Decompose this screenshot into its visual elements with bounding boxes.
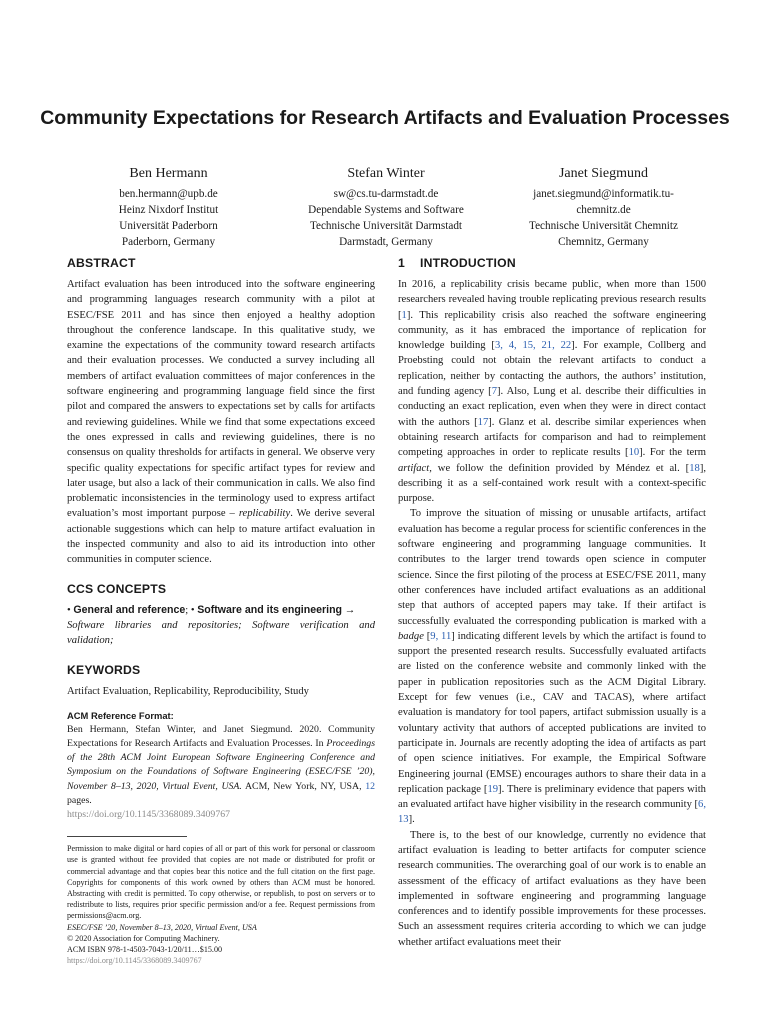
author-1 [66, 164, 271, 250]
author-location: Darmstadt, Germany [339, 236, 433, 248]
author-affiliation: Dependable Systems and Software [308, 204, 464, 216]
author-location: Paderborn, Germany [121, 236, 216, 248]
intro-paragraph-2: To improve the situation of missing or unusable artifacts, artifact evaluation has become a regular process for scientific conferences in the software engineering and programming language communities. It contributes to the larger trend towards open science in computer science. Since the first piloting of the process at ESEC/FSE 2011, many other conferences have included artifact evaluations as an additional step that authors of accepted papers may take. If their artifact is successfully evaluated the corresponding publication is marked with a badge [9, 11] indicating different levels by which the artifact is found to support the presented research results. Successfully evaluated artifacts are listed on the conference website and commonly linked with the paper in publication repositories such as the ACM Digital Library. Except for few venues (i.e., CAV and TACAS), where artifact evaluation is mandatory for tool papers, artifact submission usually is a voluntary activity that authors of accepted publications are invited to participate in. Journals are recently adopting the idea of artifacts as part of open science initiatives. For example, the Empirical Software Engineering journal (EMSE) encourages authors to share their data in a replication package [19]. There is preliminary evidence that papers with an evaluated artifact have higher visibility in the research community [6, 13]. [398, 508, 706, 826]
author-affiliation: Technische Universität Chemnitz [529, 220, 678, 232]
author-email: sw@cs.tu-darmstadt.de [333, 188, 439, 200]
doi-link[interactable]: https://doi.org/10.1145/3368089.3409767 [67, 809, 231, 821]
author-block [66, 164, 706, 250]
ccs-section [67, 582, 375, 649]
keywords-heading: KEYWORDS [67, 662, 141, 677]
abstract-heading: ABSTRACT [67, 256, 136, 270]
citation-link[interactable]: 1 [401, 309, 407, 321]
author-location: Chemnitz, Germany [558, 236, 649, 248]
citation-link[interactable]: 17 [477, 416, 489, 428]
citation-link[interactable]: 7 [491, 386, 497, 398]
paper-title: Community Expectations for Research Artifacts and Evaluation Processes [40, 107, 730, 129]
intro-paragraph-3: There is, to the best of our knowledge, currently no evidence that artifact evaluation is leading to better artifacts for computer science research communities. The overarching goal of our work is to enable an assessment of the efficacy of artifact evaluations as they have been implemented in software engineering and programming language conferences and to identify possible improvements for these processes. Such an assessment requires criteria according to which we can judge whether artifact evaluations meet their [398, 829, 706, 948]
keywords-text: Artifact Evaluation, Replicability, Reproducibility, Study [67, 685, 309, 697]
abstract-text: Artifact evaluation has been introduced into the software engineering and programming languages research community with a pilot at ESEC/FSE 2011 and has since then enjoyed a healthy adoption throughout the conference landscape. In this qualitative study, we examine the expectations of the community toward research artifacts and their evaluation processes. We conducted a survey including all members of artifact evaluation committees of major conferences in the software engineering and programming language field since the first pilot and compared the answers to expectations set by calls for artifacts and reviewing guidelines. While we find that some expectations exceed the ones expressed in calls and reviewing guidelines, there is no consensus on quality thresholds for artifacts in general. We observe very specific quality expectations for specific artifact types for review and later usage, but also a lack of their communication in calls. We also find problematic inconsistencies in the terminology used to express artifact evaluation’s most important purpose – replicability. We derive several actionable suggestions which can help to mature artifact evaluation in the inspected community and also to aid its introduction into other communities in computer science. [67, 279, 375, 566]
author-name: Stefan Winter [347, 166, 425, 181]
citation-link[interactable]: 10 [628, 447, 640, 459]
citation-link[interactable]: 3, 4, 15, 21, 22 [494, 340, 572, 352]
author-affiliation: Universität Paderborn [119, 220, 218, 232]
author-affiliation: Technische Universität Darmstadt [309, 220, 463, 232]
right-column [398, 256, 706, 950]
author-email: ben.hermann@upb.de [119, 188, 218, 200]
page-count-link[interactable]: 12 [365, 780, 375, 792]
permission-doi-link[interactable]: https://doi.org/10.1145/3368089.3409767 [67, 956, 202, 966]
author-name: Janet Siegmund [558, 166, 649, 181]
reference-text: Ben Hermann, Stefan Winter, and Janet Siegmund. 2020. Community Expectations for Research Artifacts and Evaluation Processes. In Proceedings of the 28th ACM Joint European Software Engineering Conference and Symposium on the Foundations of Software Engineering (ESEC/FSE ’20), November 8–13, 2020, Virtual Event, USA. ACM, New York, NY, USA, 12 pages. https://doi.org/10.1145/3368089.3409767 [67, 723, 376, 821]
intro-heading: 1 INTRODUCTION [398, 256, 516, 270]
ccs-heading: CCS CONCEPTS [67, 581, 167, 596]
author-name: Ben Hermann [129, 166, 208, 181]
author-email: janet.siegmund@informatik.tu-chemnitz.de [533, 188, 674, 216]
intro-paragraph-1: In 2016, a replicability crisis became public, when more than 1500 researchers revealed having trouble replicating previous research results [1]. This replicability crisis also reached the software engineering community, as it has embraced the importance of replication for knowledge building [3, 4, 15, 21, 22]. For example, Collberg and Proebsting could not obtain the relevant artifacts to conduct a replication, neither by contacting the authors, the authors’ institution, and funding agency [7]. Also, Lung et al. describe their difficulties in conducting an exact replication, even when they were in direct contact with the authors [17]. Glanz et al. describe similar experiences when obtaining research artifacts for comparison and had to reimplement competing approaches in order to replicate results [10]. For the term artifact, we follow the definition provided by Méndez et al. [18], describing it as a self-contained work result with a context-specific purpose. [398, 279, 707, 505]
abstract-emphasis: replicability [238, 508, 291, 520]
author-3 [501, 164, 706, 250]
citation-link[interactable]: 18 [689, 462, 700, 474]
keywords-section [67, 663, 375, 699]
left-column [67, 256, 375, 966]
reference-heading: ACM Reference Format: [67, 709, 174, 721]
permission-notice: Permission to make digital or hard copies of all or part of this work for personal or classroom use is granted without fee provided that copies are not made or distributed for profit or commercial advantage and that copies bear this notice and the full citation on the first page. Copyrights for components of this work owned by others than ACM must be honored. Abstracting with credit is permitted. To copy otherwise, or republish, to post on servers or to redistribute to lists, requires prior specific permission and/or a fee. Request permissions from permissions@acm.org. ESEC/FSE ’20, November 8–13, 2020, Virtual Event, USA © 2020 Association for Computing Machinery. ACM ISBN 978-1-4503-7043-1/20/11…$15.00 https://doi.org/10.1145/3368089.3409767 [67, 844, 375, 966]
citation-link[interactable]: 9, 11 [430, 630, 452, 642]
citation-link[interactable]: 6, 13 [398, 799, 706, 826]
ccs-text: • General and reference; • Software and its engineering → Software libraries and repositories; Software verification and validation; [67, 603, 375, 647]
footnote-rule [67, 836, 187, 837]
citation-link[interactable]: 19 [487, 783, 499, 795]
author-2 [284, 164, 489, 250]
author-affiliation: Heinz Nixdorf Institut [118, 204, 219, 216]
